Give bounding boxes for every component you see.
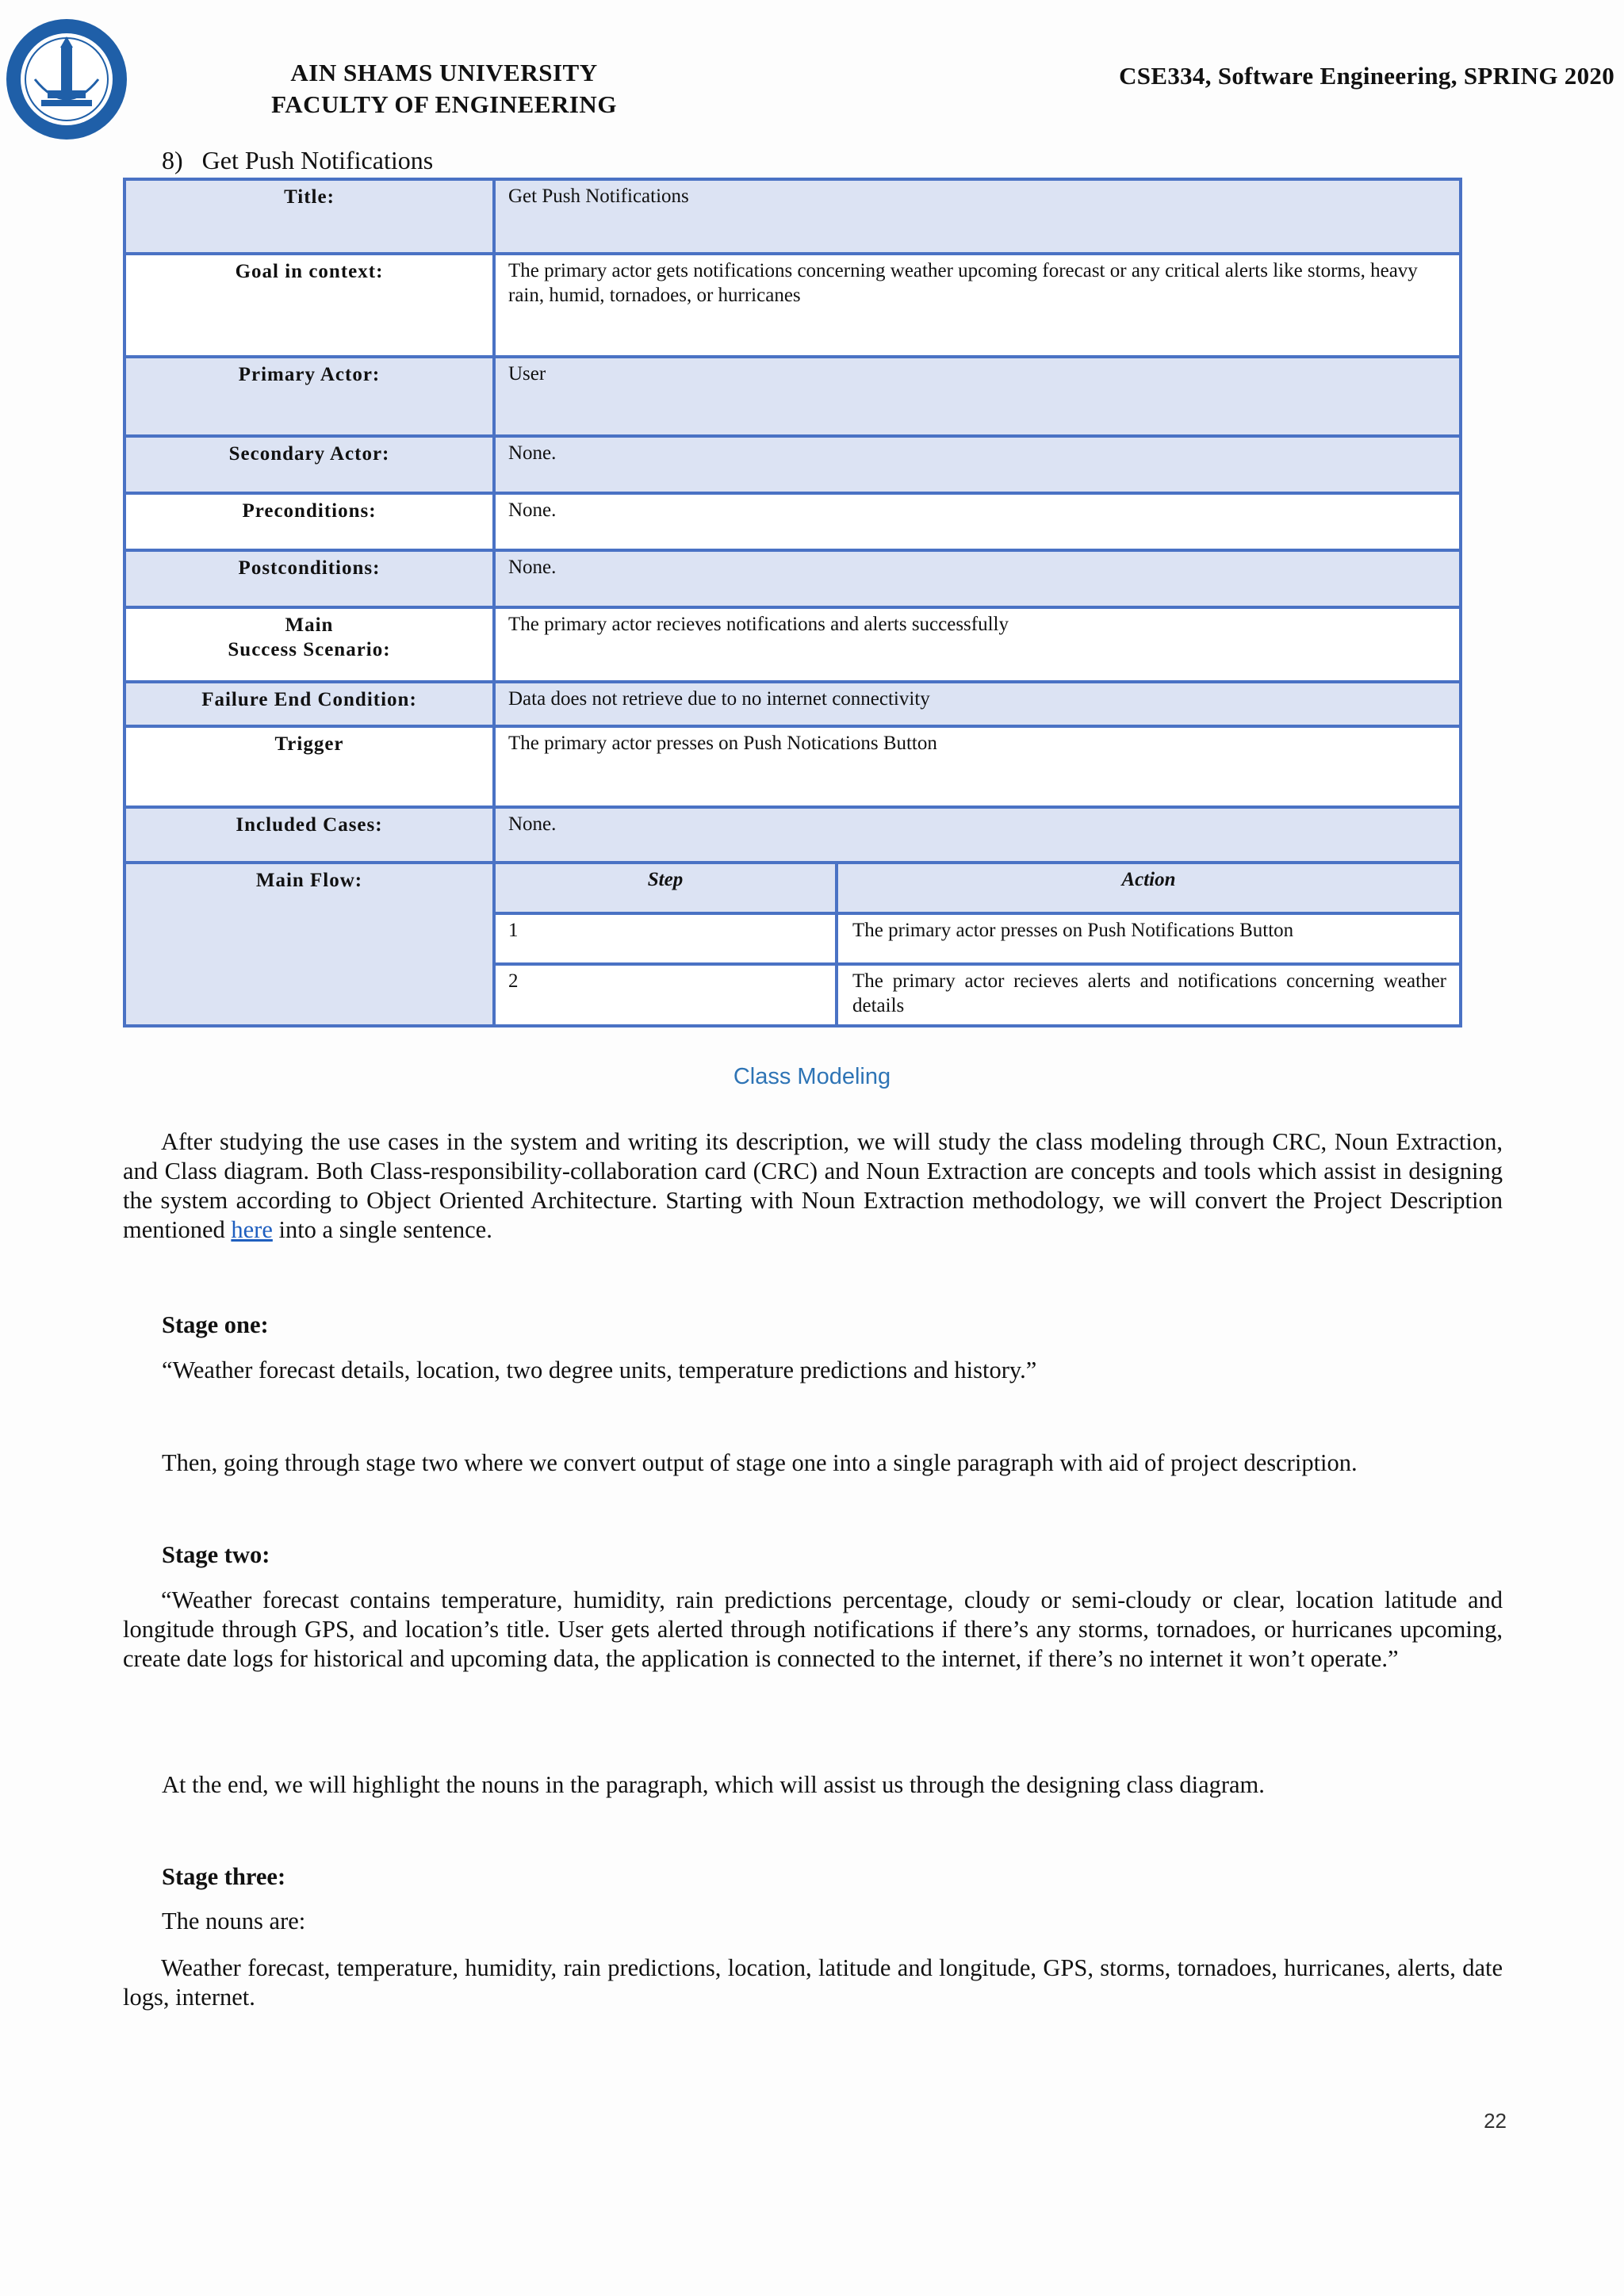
use-case-heading: 8) Get Push Notifications [162,146,434,174]
goal-value: The primary actor gets notifications concerning weather upcoming forecast or any critical alerts like storms, heavy rain, humid, tornadoes, or hurricanes [494,254,1461,357]
step-action: The primary actor presses on Push Notifications Button [837,913,1461,964]
step-column-header: Step [494,863,837,913]
step-action: The primary actor recieves alerts and notifications concerning weather details [837,964,1461,1026]
table-row [124,436,1461,493]
trigger-value: The primary actor presses on Push Notications Button [494,726,1461,807]
table-row [124,607,1461,682]
main-success-value: The primary actor recieves notifications and alerts successfully [494,607,1461,682]
nouns-intro: The nouns are: [162,1908,306,1934]
primary-actor-label: Primary Actor: [124,357,494,436]
table-row [124,254,1461,357]
action-column-header: Action [837,863,1461,913]
faculty-name: FACULTY OF ENGINEERING [271,90,617,118]
here-link[interactable]: here [231,1216,273,1243]
title-label: Title: [124,179,494,254]
goal-label: Goal in context: [124,254,494,357]
course-title: CSE334, Software Engineering, SPRING 2020 [1119,62,1614,90]
postconditions-value: None. [494,550,1461,607]
main-flow-label: Main Flow: [124,863,494,1026]
main-success-label-line2: Success Scenario: [228,639,391,660]
included-value: None. [494,807,1461,863]
stage-one-text: “Weather forecast details, location, two degree units, temperature predictions and history.” [162,1357,1037,1383]
university-header [238,57,650,121]
table-row [124,550,1461,607]
end-text: At the end, we will highlight the nouns in the paragraph, which will assist us through the designing class diagram. [162,1771,1265,1798]
table-row [124,807,1461,863]
nouns-paragraph [123,1954,1503,2012]
intro-text: After studying the use cases in the system and writing its description, we will study the class modeling through CRC, Noun Extraction, and Class diagram. Both Class-responsibility-collaboration card (CRC) and Noun Extraction are concepts and tools which assist in designing the system according to Object Oriented Architecture. Starting with Noun Extraction methodology, we will convert the Project Description mentioned [123,1128,1503,1243]
postconditions-label: Postconditions: [124,550,494,607]
step-number: 1 [494,913,837,964]
failure-value: Data does not retrieve due to no internet connectivity [494,682,1461,726]
primary-actor-value: User [494,357,1461,436]
table-row [124,682,1461,726]
university-seal-icon [3,16,130,143]
preconditions-value: None. [494,493,1461,550]
preconditions-label: Preconditions: [124,493,494,550]
stage-one-title: Stage one: [162,1311,269,1338]
trigger-label: Trigger [124,726,494,807]
table-row [124,357,1461,436]
intro-paragraph [123,1127,1503,1245]
intro-text-end: into a single sentence. [272,1216,492,1243]
stage-three-title: Stage three: [162,1863,286,1890]
secondary-actor-value: None. [494,436,1461,493]
secondary-actor-label: Secondary Actor: [124,436,494,493]
stage-two-title: Stage two: [162,1541,270,1568]
step-number: 2 [494,964,837,1026]
page-number: 22 [1484,2109,1507,2133]
table-row [124,493,1461,550]
section-title: Class Modeling [733,1064,891,1089]
nouns-list: Weather forecast, temperature, humidity, rain predictions, location, latitude and longitude, GPS, storms, tornadoes, hurricanes, alerts, date logs, internet. [123,1954,1503,2011]
table-row [124,726,1461,807]
stage-two-paragraph [123,1586,1503,1674]
table-row [124,179,1461,254]
main-success-label [124,607,494,682]
title-value: Get Push Notifications [494,179,1461,254]
university-name: AIN SHAMS UNIVERSITY [290,59,598,86]
main-success-label-line1: Main [285,614,334,636]
included-label: Included Cases: [124,807,494,863]
then-text: Then, going through stage two where we convert output of stage one into a single paragraph with aid of project description. [162,1449,1358,1476]
table-row [124,863,1461,913]
use-case-table [123,178,1462,1027]
failure-label: Failure End Condition: [124,682,494,726]
stage-two-text: “Weather forecast contains temperature, humidity, rain predictions percentage, cloudy or semi-cloudy or clear, location latitude and longitude through GPS, and location’s title. User gets alerted through notifications if there’s any storms, tornadoes, or hurricanes upcoming, create date logs for historical and upcoming data, the application is connected to the internet, if there’s no internet it won’t operate.” [123,1586,1503,1672]
